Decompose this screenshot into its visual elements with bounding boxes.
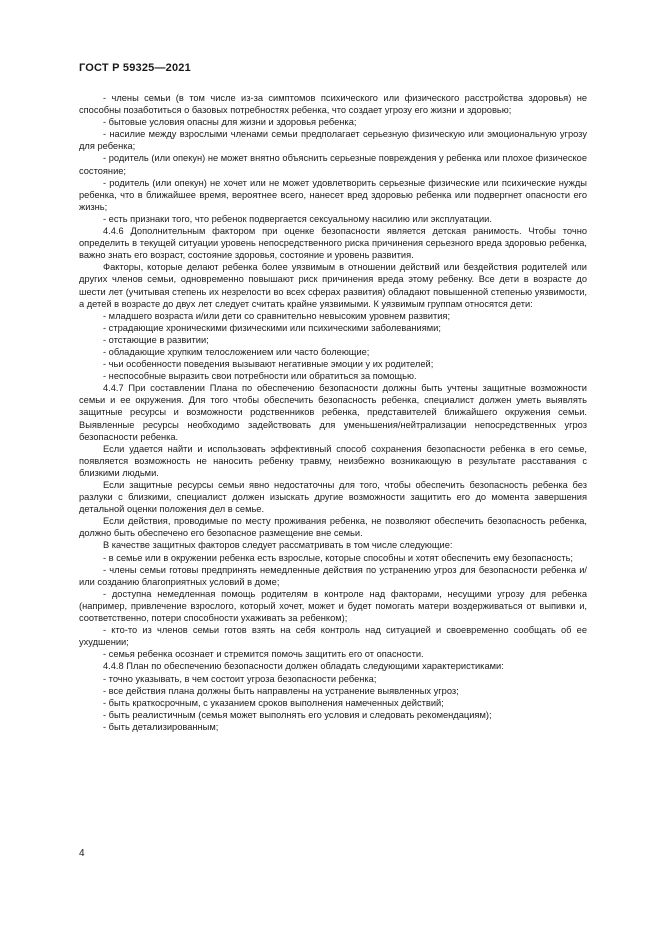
paragraph: Если защитные ресурсы семьи явно недостаточны для того, чтобы обеспечить безопасность ребенка без разлуки с близкими, специалист должен изыскать другие возможности защитить его до момента завершения детальной оценки положения дел в семье. bbox=[79, 480, 587, 515]
paragraph: - быть детализированным; bbox=[103, 721, 219, 732]
paragraph: 4.4.6 Дополнительным фактором при оценке безопасности является детская ранимость. Чтобы точно определить в текущей ситуации уровень непосредственного риска причинения серьезного вреда здоровью ребенка, важно знать его возраст, состояние здоровья, состояние и уровень развития. bbox=[79, 226, 587, 261]
paragraph: - отстающие в развитии; bbox=[103, 334, 209, 345]
paragraph: - в семье или в окружении ребенка есть взрослые, которые способны и хотят обеспечить ему безопасность; bbox=[103, 552, 574, 563]
paragraph: - родитель (или опекун) не может внятно объяснить серьезные повреждения у ребенка или плохое физическое состояние; bbox=[79, 153, 587, 176]
document-body bbox=[79, 92, 587, 733]
paragraph: - все действия плана должны быть направлены на устранение выявленных угроз; bbox=[103, 685, 459, 696]
paragraph: - страдающие хроническими физическими или психическими заболеваниями; bbox=[103, 322, 441, 333]
paragraph: В качестве защитных факторов следует рассматривать в том числе следующие: bbox=[103, 540, 453, 551]
page-number: 4 bbox=[79, 848, 85, 859]
paragraph: - насилие между взрослыми членами семьи предполагает серьезную физическую или эмоциональную угрозу для ребенка; bbox=[79, 129, 587, 152]
paragraph: - бытовые условия опасны для жизни и здоровья ребенка; bbox=[103, 117, 357, 128]
paragraph: - быть реалистичным (семья может выполнять его условия и следовать рекомендациям); bbox=[103, 709, 492, 720]
paragraph: - члены семьи готовы предпринять немедленные действия по устранению угроз для безопасности ребенка и/или созданию благоприятных условий в доме; bbox=[79, 564, 587, 587]
paragraph: - семья ребенка осознает и стремится помочь защитить его от опасности. bbox=[103, 649, 424, 660]
document-header: ГОСТ Р 59325—2021 bbox=[79, 62, 191, 74]
paragraph: - члены семьи (в том числе из-за симптомов психического или физического расстройства здоровья) не способны позаботиться о базовых потребностях ребенка, что создает угрозу его жизни и здоровью; bbox=[79, 93, 587, 116]
paragraph: - есть признаки того, что ребенок подвергается сексуальному насилию или эксплуатации. bbox=[103, 213, 492, 224]
paragraph: 4.4.7 При составлении Плана по обеспечению безопасности должны быть учтены защитные возможности семьи и ее окружения. Для того чтобы обеспечить безопасность ребенка, специалист должен уметь выявлять защитные ресурсы и возможности родственников ребенка, представителей ближайшего окружения семьи. Выявленные ресурсы необходимо задействовать для уменьшения/нейтрализации непосредственных угроз безопасности ребенка. bbox=[79, 383, 587, 442]
paragraph: Если удается найти и использовать эффективный способ сохранения безопасности ребенка в его семье, появляется возможность не наносить ребенку травму, неизбежно возникающую в результате расставания с близкими людьми. bbox=[79, 443, 587, 478]
paragraph: - младшего возраста и/или дети со сравнительно невысоким уровнем развития; bbox=[103, 310, 451, 321]
paragraph: - кто-то из членов семьи готов взять на себя контроль над ситуацией и своевременно сообщать об ее ухудшении; bbox=[79, 625, 587, 648]
paragraph: - обладающие хрупким телосложением или часто болеющие; bbox=[103, 346, 370, 357]
paragraph: - точно указывать, в чем состоит угроза безопасности ребенка; bbox=[103, 673, 377, 684]
paragraph: - доступна немедленная помощь родителям в контроле над факторами, несущими угрозу для ребенка (например, привлечение взрослого, который хочет, может и будет помогать матери воздерживаться от выпивки и, соответственно, потери способности ухаживать за ребенком); bbox=[79, 588, 587, 624]
paragraph: - родитель (или опекун) не хочет или не может удовлетворить серьезные физические или психические нужды ребенка, что в ближайшее время, вероятнее всего, нанесет вред здоровью ребенка или подвергнет опасности его жизнь; bbox=[79, 177, 587, 212]
paragraph: - неспособные выразить свои потребности или обратиться за помощью. bbox=[103, 371, 417, 382]
paragraph: Если действия, проводимые по месту проживания ребенка, не позволяют обеспечить безопасность ребенка, должно быть обеспечено его безопасное размещение вне семьи. bbox=[79, 516, 587, 539]
paragraph: 4.4.8 План по обеспечению безопасности должен обладать следующими характеристиками: bbox=[103, 661, 504, 672]
paragraph: - чьи особенности поведения вызывают негативные эмоции у их родителей; bbox=[103, 359, 434, 370]
paragraph: Факторы, которые делают ребенка более уязвимым в отношении действий или бездействия родителей или других членов семьи, одновременно повышают риск причинения вреда этому ребенку. Все дети в возрасте до шести лет (учитывая степень их незрелости во всех сферах развития) обладают повышенной степенью уязвимости, а детей в возрасте до двух лет следует считать крайне уязвимыми. К уязвимым группам относятся дети: bbox=[79, 262, 587, 309]
paragraph: - быть краткосрочным, с указанием сроков выполнения намеченных действий; bbox=[103, 697, 444, 708]
